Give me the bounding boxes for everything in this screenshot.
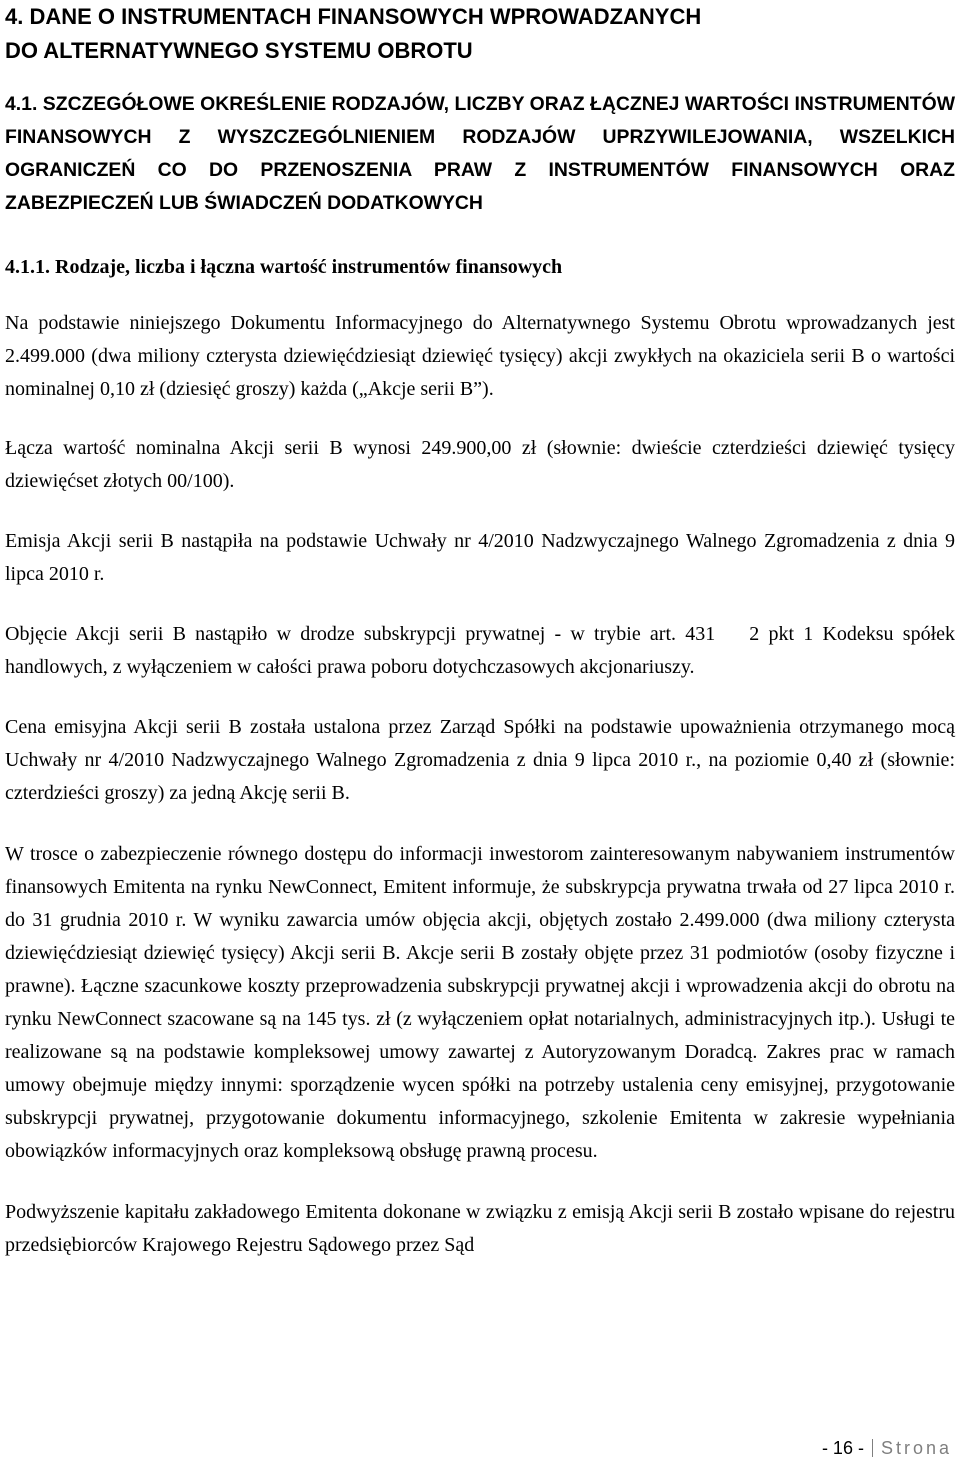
- chapter-heading-line-1: 4. DANE O INSTRUMENTACH FINANSOWYCH WPROWADZANYCH: [5, 4, 702, 29]
- paragraph-issue-price: Cena emisyjna Akcji serii B została ustalona przez Zarząd Spółki na podstawie upoważnienia otrzymanego mocą Uchwały nr 4/2010 Nadzwyczajnego Walnego Zgromadzenia z dnia 9 lipca 2010 r., na poziomie 0,40 zł (słownie: czterdzieści groszy) za jedną Akcję serii B.: [5, 716, 955, 804]
- chapter-heading-line-2: DO ALTERNATYWNEGO SYSTEMU OBROTU: [5, 38, 473, 63]
- subsection-title: 4.1.1. Rodzaje, liczba i łączna wartość instrumentów finansowych: [5, 256, 563, 278]
- paragraph-subscription-details: W trosce o zabezpieczenie równego dostępu do informacji inwestorom zainteresowanym nabywaniem instrumentów finansowych Emitenta na rynku NewConnect, Emitent informuje, że subskrypcja prywatna trwała od 27 lipca 2010 r. do 31 grudnia 2010 r. W wyniku zawarcia umów objęcia akcji, objętych zostało 2.499.000 (dwa miliony czterysta dziewięćdziesiąt dziewięć tysięcy) Akcji serii B. Akcje serii B zostały objęte przez 31 podmiotów (osoby fizyczne i prawne). Łączne szacunkowe koszty przeprowadzenia subskrypcji prywatnej akcji i wprowadzenia akcji do obrotu na rynku NewConnect szacowane są na 145 tys. zł (z wyłączeniem opłat notarialnych, administracyjnych itp.). Usługi te realizowane są na podstawie kompleksowej umowy zawartej z Autoryzowanym Doradcą. Zakres prac w ramach umowy obejmuje między innymi: sporządzenie wycen spółki na potrzeby ustalenia ceny emisyjnej, przygotowanie subskrypcji prywatnej, przygotowanie dokumentu informacyjnego, szkolenie Emitenta w zakresie wypełniania obowiązków informacyjnych oraz kompleksową obsługę prawną procesu.: [5, 843, 955, 1162]
- paragraph-capital-increase: Podwyższenie kapitału zakładowego Emitenta dokonane w związku z emisją Akcji serii B zostało wpisane do rejestru przedsiębiorców Krajowego Rejestru Sądowego przez Sąd: [5, 1201, 955, 1256]
- paragraph-subscription-mode: Objęcie Akcji serii B nastąpiło w drodze subskrypcji prywatnej - w trybie art. 431 2 pkt 1 Kodeksu spółek handlowych, z wyłączeniem w całości prawa poboru dotychczasowych akcjonariuszy.: [5, 623, 955, 678]
- paragraph-shares-introduced: Na podstawie niniejszego Dokumentu Informacyjnego do Alternatywnego Systemu Obrotu wprowadzanych jest 2.499.000 (dwa miliony czterysta dziewięćdziesiąt dziewięć tysięcy) akcji zwykłych na okaziciela serii B o wartości nominalnej 0,10 zł (dziesięć groszy) każda („Akcje serii B”).: [5, 312, 955, 400]
- paragraph-issue-basis: Emisja Akcji serii B nastąpiła na podstawie Uchwały nr 4/2010 Nadzwyczajnego Walnego Zgromadzenia z dnia 9 lipca 2010 r.: [5, 530, 955, 585]
- paragraph-nominal-value: Łącza wartość nominalna Akcji serii B wynosi 249.900,00 zł (słownie: dwieście czterdzieści dziewięć tysięcy dziewięćset złotych 00/100).: [5, 437, 955, 492]
- footer-divider: [872, 1439, 873, 1457]
- section-title: 4.1. SZCZEGÓŁOWE OKREŚLENIE RODZAJÓW, LICZBY ORAZ ŁĄCZNEJ WARTOŚCI INSTRUMENTÓW FINANSOWYCH Z WYSZCZEGÓLNIENIEM RODZAJÓW UPRZYWILEJOWANIA, WSZELKICH OGRANICZEŃ CO DO PRZENOSZENIA PRAW Z INSTRUMENTÓW FINANSOWYCH ORAZ ZABEZPIECZEŃ LUB ŚWIADCZEŃ DODATKOWYCH: [5, 93, 955, 214]
- page-number: - 16 -: [821, 1438, 864, 1458]
- page-footer: [822, 1437, 952, 1459]
- chapter-heading: [5, 0, 955, 68]
- page-label: Strona: [880, 1438, 952, 1458]
- document-page: [5, 0, 955, 1262]
